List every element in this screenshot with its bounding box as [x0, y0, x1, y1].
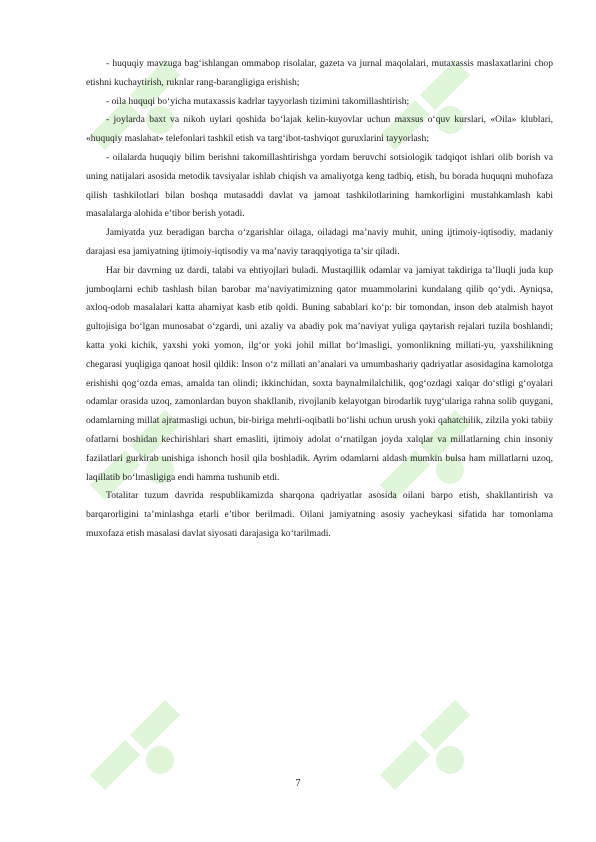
paragraph: Totalitar tuzum davrida respublikamizda sharqona qadriyatlar asosida oilani barpo etish, shakllantirish va barqarorligini ta’minlashga etarli e’tibor berilmadi. Oilani jamiyatning asosiy yacheykasi sifatida har tomonlama muxofaza etish masalasi davlat siyosati darajasiga ko‘tarilmadi.: [86, 490, 553, 539]
body-text: [86, 55, 553, 544]
paragraph: Har bir davrning uz dardi, talabi va ehtiyojlari buladi. Mustaqillik odamlar va jamiyat takdiriga ta’lluqli juda kup jumboqlarni echib tashlash bilan barobar ma’naviyatimizning qator muammolarini kundalang qilib qo‘ydi. Ayniqsa, axloq-odob masalalari katta ahamiyat kasb etib qoldi. Buning sabablari ko‘p: bir tomondan, inson deb atalmish hayot gultojisiga bo‘lgan munosabat o‘zgardi, uni azaliy va abadiy pok ma’naviyat yuliga qaytarish rejalari tuzila boshlandi; katta yoki kichik, yaxshi yoki yomon, ilg‘or yoki johil millat bo‘lmasligi, yomonlikning millati-yu, yaxshilikning chegarasi yuqligiga qanoat hosil qildik: Inson o‘z millati an’analari va umumbashariy qadriyatlar asosidagina kamolotga erishishi qog‘ozda emas, amalda tan olindi; ikkinchidan, soxta baynalmilalchilik, qog‘ozdagi xalqar do‘stligi g‘oyalari odamlar orasida uzoq, zamonlardan buyon shakllanib, rivojlanib kelayotgan birodarlik tuyg‘ulariga rahna solib quygani, odamlarning millat ajratmasligi uchun, bir-biriga mehrli-oqibatli bo‘lishi uchun urush yoki qahatchilik, zilzila yoki tabiiy ofatlarni boshidan kechirishlari shart emasliti, ijtimoiy adolat o‘rnatilgan joyda xalqlar va millatlarning chin insoniy fazilatlari gurkirab unishiga ishonch hosil qila boshladik. Ayrim odamlarni aldash mumkin bulsa ham millatlarni uzoq, laqillatib bo‘lmasligiga endi hamma tushunib etdi.: [86, 264, 553, 483]
paragraph: Jamiyatda yuz beradigan barcha o‘zgarishlar oilaga, oiladagi ma’naviy muhit, uning ijtimoiy-iqtisodiy, madaniy darajasi esa jamiyatning ijtimoiy-iqtisodiy va ma’naviy taraqqiyotiga ta’sir qiladi.: [86, 227, 553, 257]
page-number: 7: [295, 778, 301, 789]
watermark-logo: [70, 680, 200, 810]
paragraph: - oila huquqi bo‘yicha mutaxassis kadrlar tayyorlash tizimini takomillashtirish;: [106, 95, 410, 107]
paragraph: - joylarda baxt va nikoh uylari qoshida bo‘lajak kelin-kuyovlar uchun maxsus o‘quv kurslari, «Oila» klublari, «huquqiy maslahat» telefonlari tashkil etish va targ‘ibot-tashviqot guruxlarini tayyorlash;: [86, 114, 553, 145]
watermark-glyph: [90, 700, 180, 790]
watermark-glyph: [380, 700, 470, 790]
watermark-logo: [360, 680, 490, 810]
paragraph: - huquqiy mavzuga bag‘ishlangan ommabop risolalar, gazeta va jurnal maqolalari, mutaxassis maslaxatlarini chop etishni kuchaytirish, ruknlar rang-barangligiga erishish;: [86, 58, 553, 88]
paragraph: - oilalarda huquqiy bilim berishni takomillashtirishga yordam beruvchi sotsiologik tadqiqot ishlari olib borish va uning natijalari asosida metodik tavsiyalar ishlab chiqish va amaliyotga keng tadbiq, etish, bu borada huquqni muhofaza qilish tashkilotlari bilan boshqa mutasaddi davlat va jamoat tashkilotlarining hamkorligini mustahkamlash kabi masalalarga alohida e’tibor berish yotadi.: [86, 151, 553, 220]
